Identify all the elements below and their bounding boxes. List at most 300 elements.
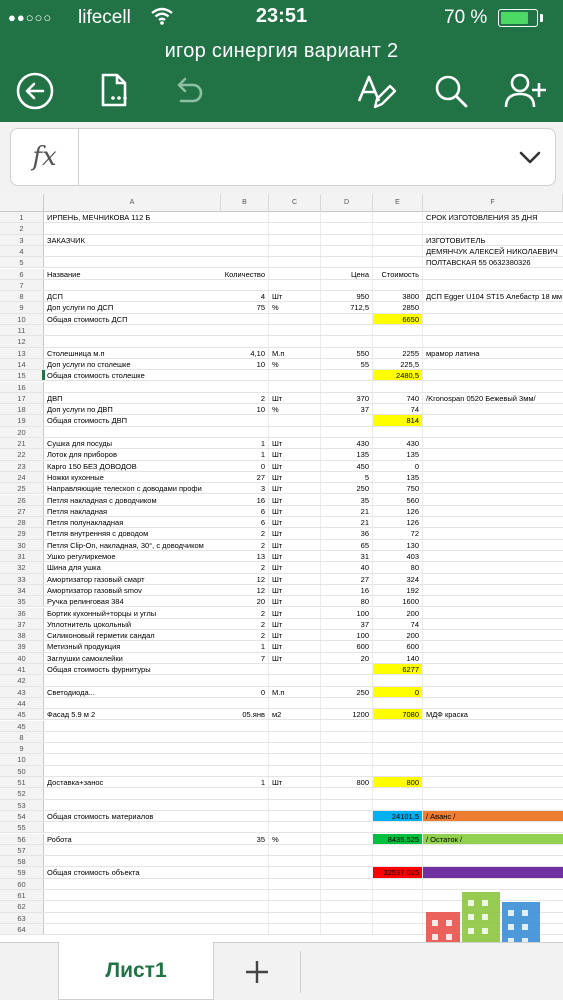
- cell-e[interactable]: 6277: [373, 664, 423, 674]
- row-header[interactable]: 9: [0, 302, 44, 312]
- cell-a[interactable]: Общая стоимость ДВП: [47, 416, 128, 426]
- column-header-a[interactable]: A: [44, 194, 221, 212]
- cell-e[interactable]: 200: [373, 608, 423, 618]
- cell-c[interactable]: [269, 223, 321, 233]
- row-header[interactable]: 37: [0, 619, 44, 629]
- cell-b[interactable]: 2: [221, 562, 269, 572]
- cell-a[interactable]: Ножки кухонные: [47, 472, 104, 482]
- cell-a[interactable]: Силиконовый герметик сандал: [47, 631, 155, 641]
- cell-a[interactable]: Петля полунакладная: [47, 518, 124, 528]
- row-header[interactable]: 26: [0, 495, 44, 505]
- cell-a[interactable]: Амортизатор газовый смарт: [47, 574, 145, 584]
- cell-a[interactable]: Лоток для приборов: [47, 450, 117, 460]
- cell-e[interactable]: 192: [373, 585, 423, 595]
- row-header[interactable]: 60: [0, 879, 44, 889]
- cell-a[interactable]: Заглушки самоклейки: [47, 653, 123, 663]
- cell-b[interactable]: 1: [221, 449, 269, 459]
- cell-e[interactable]: 740: [373, 393, 423, 403]
- cell-e[interactable]: [373, 924, 423, 934]
- cell-f[interactable]: [423, 551, 563, 561]
- document-title[interactable]: игор синергия вариант 2: [164, 40, 399, 62]
- cell-f[interactable]: [423, 856, 563, 866]
- cell-c[interactable]: [269, 800, 321, 810]
- cell-b[interactable]: [221, 822, 269, 832]
- cell-b[interactable]: 27: [221, 472, 269, 482]
- cell-d[interactable]: 712,5: [321, 302, 373, 312]
- row-header[interactable]: 15: [0, 370, 44, 380]
- cell-f[interactable]: [423, 596, 563, 606]
- cell-e[interactable]: [373, 336, 423, 346]
- cell-b[interactable]: [221, 879, 269, 889]
- row-header[interactable]: 32: [0, 562, 44, 572]
- cell-b[interactable]: 2: [221, 528, 269, 538]
- cell-b[interactable]: [221, 732, 269, 742]
- cell-c[interactable]: [269, 675, 321, 685]
- cell-b[interactable]: 7: [221, 653, 269, 663]
- cell-d[interactable]: 21: [321, 517, 373, 527]
- cell-b[interactable]: [221, 913, 269, 923]
- cell-c[interactable]: [269, 788, 321, 798]
- cell-e[interactable]: 72: [373, 528, 423, 538]
- expand-formula-button[interactable]: [513, 143, 547, 171]
- column-header-b[interactable]: B: [221, 194, 269, 212]
- cell-c[interactable]: Шт: [269, 461, 321, 471]
- row-header[interactable]: 23: [0, 461, 44, 471]
- cell-c[interactable]: [269, 890, 321, 900]
- row-header[interactable]: 44: [0, 698, 44, 708]
- cell-c[interactable]: [269, 664, 321, 674]
- cell-b[interactable]: 10: [221, 404, 269, 414]
- cell-d[interactable]: 550: [321, 348, 373, 358]
- cell-b[interactable]: [221, 212, 269, 222]
- cell-d[interactable]: 16: [321, 585, 373, 595]
- row-header[interactable]: 10: [0, 314, 44, 324]
- cell-d[interactable]: [321, 664, 373, 674]
- cell-b[interactable]: [221, 246, 269, 256]
- cell-a[interactable]: Метизный продукция: [47, 642, 121, 652]
- cell-d[interactable]: [321, 246, 373, 256]
- cell-d[interactable]: 800: [321, 777, 373, 787]
- cell-a[interactable]: [44, 732, 221, 742]
- cell-e[interactable]: [373, 235, 423, 245]
- cell-b[interactable]: 35: [221, 834, 269, 844]
- row-header[interactable]: 25: [0, 483, 44, 493]
- cell-a[interactable]: ДВП: [47, 393, 63, 403]
- cell-e[interactable]: [373, 890, 423, 900]
- cell-d[interactable]: [321, 212, 373, 222]
- cell-c[interactable]: [269, 698, 321, 708]
- fx-button[interactable]: fx: [11, 129, 79, 185]
- cell-b[interactable]: [221, 698, 269, 708]
- cell-d[interactable]: [321, 336, 373, 346]
- cell-b[interactable]: [221, 788, 269, 798]
- cell-b[interactable]: 2: [221, 608, 269, 618]
- select-all-corner[interactable]: [0, 194, 44, 212]
- row-header[interactable]: 9: [0, 743, 44, 753]
- cell-a[interactable]: [44, 856, 221, 866]
- cell-a[interactable]: [44, 743, 221, 753]
- cell-d[interactable]: 370: [321, 393, 373, 403]
- cell-b[interactable]: [221, 427, 269, 437]
- cell-c[interactable]: [269, 246, 321, 256]
- cell-c[interactable]: %: [269, 302, 321, 312]
- cell-a[interactable]: Общая стоимость фурнитуры: [47, 665, 151, 674]
- cell-b[interactable]: [221, 370, 269, 380]
- row-header[interactable]: 50: [0, 766, 44, 776]
- formula-input[interactable]: [81, 129, 501, 185]
- cell-c[interactable]: Шт: [269, 551, 321, 561]
- cell-c[interactable]: [269, 845, 321, 855]
- cell-c[interactable]: [269, 743, 321, 753]
- cell-c[interactable]: [269, 811, 321, 821]
- cell-f[interactable]: [423, 427, 563, 437]
- cell-d[interactable]: [321, 235, 373, 245]
- cell-f[interactable]: [423, 540, 563, 550]
- cell-d[interactable]: 100: [321, 608, 373, 618]
- cell-e[interactable]: 800: [373, 777, 423, 787]
- cell-e[interactable]: [373, 879, 423, 889]
- cell-c[interactable]: %: [269, 834, 321, 844]
- cell-a[interactable]: Доп услуги по ДСП: [47, 303, 114, 313]
- cell-f[interactable]: [423, 822, 563, 832]
- cell-f[interactable]: [423, 325, 563, 335]
- cell-f[interactable]: [423, 845, 563, 855]
- cell-d[interactable]: 21: [321, 506, 373, 516]
- cell-f[interactable]: ДСП Egger U104 ST15 Алебастр 18 мм: [426, 292, 563, 302]
- cell-e[interactable]: [373, 901, 423, 911]
- cell-b[interactable]: [221, 924, 269, 934]
- row-header[interactable]: 21: [0, 438, 44, 448]
- cell-f[interactable]: [423, 608, 563, 618]
- cell-f[interactable]: [423, 743, 563, 753]
- cell-e[interactable]: 600: [373, 641, 423, 651]
- cell-f[interactable]: [423, 495, 563, 505]
- cell-c[interactable]: Шт: [269, 517, 321, 527]
- cell-c[interactable]: Шт: [269, 528, 321, 538]
- cell-f[interactable]: [423, 687, 563, 697]
- row-header[interactable]: 4: [0, 246, 44, 256]
- cell-e[interactable]: 2255: [373, 348, 423, 358]
- undo-button[interactable]: [162, 66, 212, 116]
- cell-b[interactable]: 10: [221, 359, 269, 369]
- row-header[interactable]: 1: [0, 212, 44, 222]
- cell-b[interactable]: 4: [221, 291, 269, 301]
- row-header[interactable]: 7: [0, 280, 44, 290]
- cell-a[interactable]: [44, 698, 221, 708]
- cell-d[interactable]: 430: [321, 438, 373, 448]
- cell-b[interactable]: 2: [221, 619, 269, 629]
- row-header[interactable]: 54: [0, 811, 44, 821]
- cell-a[interactable]: [44, 246, 221, 256]
- cell-b[interactable]: [221, 721, 269, 731]
- cell-d[interactable]: [321, 879, 373, 889]
- cell-f[interactable]: [423, 754, 563, 764]
- cell-f[interactable]: [423, 269, 563, 279]
- cell-e[interactable]: 430: [373, 438, 423, 448]
- cell-e[interactable]: [373, 822, 423, 832]
- cell-e[interactable]: 2480,5: [373, 370, 423, 380]
- row-header[interactable]: 52: [0, 788, 44, 798]
- cell-f[interactable]: ДЕМЯНЧУК АЛЕКСЕЙ НИКОЛАЕВИЧ: [426, 246, 558, 256]
- sheet-tab-active[interactable]: Лист1: [58, 942, 214, 1000]
- column-header-c[interactable]: C: [269, 194, 321, 212]
- cell-a[interactable]: Ушко регулиркемое: [47, 552, 116, 561]
- cell-a[interactable]: Доп услуги по столешке: [47, 359, 131, 369]
- cell-e[interactable]: 74: [373, 619, 423, 629]
- cell-b[interactable]: [221, 766, 269, 776]
- cell-f[interactable]: [423, 777, 563, 787]
- row-header[interactable]: 55: [0, 822, 44, 832]
- row-header[interactable]: 35: [0, 596, 44, 606]
- cell-c[interactable]: [269, 879, 321, 889]
- cell-f[interactable]: [423, 574, 563, 584]
- cell-d[interactable]: [321, 721, 373, 731]
- cell-c[interactable]: Шт: [269, 291, 321, 301]
- cell-a[interactable]: Название: [47, 269, 81, 279]
- cell-f[interactable]: [423, 562, 563, 572]
- cell-a[interactable]: [44, 822, 221, 832]
- cell-d[interactable]: [321, 834, 373, 844]
- cell-e[interactable]: [373, 788, 423, 798]
- row-header[interactable]: 42: [0, 675, 44, 685]
- cell-f[interactable]: [423, 438, 563, 448]
- cell-c[interactable]: [269, 856, 321, 866]
- cell-c[interactable]: [269, 257, 321, 267]
- cell-e[interactable]: [373, 223, 423, 233]
- cell-a[interactable]: Фасад 5.9 м 2: [47, 710, 96, 720]
- cell-b[interactable]: 6: [221, 517, 269, 527]
- cell-d[interactable]: Цена: [321, 269, 373, 279]
- cell-e[interactable]: [373, 246, 423, 256]
- cell-a[interactable]: [44, 325, 221, 335]
- row-header[interactable]: 63: [0, 913, 44, 923]
- cell-f[interactable]: [423, 370, 563, 380]
- cell-d[interactable]: 1200: [321, 709, 373, 719]
- cell-c[interactable]: Шт: [269, 630, 321, 640]
- cell-d[interactable]: [321, 370, 373, 380]
- cell-e[interactable]: [373, 280, 423, 290]
- row-header[interactable]: 59: [0, 867, 44, 877]
- cell-e[interactable]: 200: [373, 630, 423, 640]
- row-header[interactable]: 31: [0, 551, 44, 561]
- cell-b[interactable]: [221, 754, 269, 764]
- cell-a[interactable]: Светодиода...: [47, 687, 95, 697]
- cell-f[interactable]: [423, 483, 563, 493]
- cell-d[interactable]: [321, 257, 373, 267]
- cell-f[interactable]: [423, 619, 563, 629]
- cell-b[interactable]: [221, 675, 269, 685]
- cell-c[interactable]: Шт: [269, 495, 321, 505]
- cell-e[interactable]: 3800: [373, 291, 423, 301]
- cell-f[interactable]: [423, 302, 563, 312]
- row-header[interactable]: 29: [0, 528, 44, 538]
- cell-f[interactable]: [423, 359, 563, 369]
- cell-c[interactable]: [269, 370, 321, 380]
- row-header[interactable]: 61: [0, 890, 44, 900]
- cell-a[interactable]: ИРПЕНЬ, МЕЧНИКОВА 112 Б: [47, 213, 151, 222]
- cell-d[interactable]: 55: [321, 359, 373, 369]
- cell-a[interactable]: [44, 223, 221, 233]
- cell-d[interactable]: 250: [321, 483, 373, 493]
- cell-c[interactable]: [269, 415, 321, 425]
- cell-f[interactable]: /Kronospan 0520 Бежевый 3мм/: [426, 393, 536, 403]
- cell-c[interactable]: [269, 754, 321, 764]
- row-header[interactable]: 16: [0, 382, 44, 392]
- cell-c[interactable]: [269, 427, 321, 437]
- cell-e[interactable]: 7080: [373, 709, 423, 719]
- cell-c[interactable]: Шт: [269, 449, 321, 459]
- cell-a[interactable]: [44, 766, 221, 776]
- cell-c[interactable]: [269, 212, 321, 222]
- row-header[interactable]: 20: [0, 427, 44, 437]
- cell-a[interactable]: ДСП: [47, 292, 63, 302]
- cell-f[interactable]: [423, 788, 563, 798]
- cell-f[interactable]: [423, 800, 563, 810]
- cell-d[interactable]: [321, 845, 373, 855]
- cell-a[interactable]: Амортизатор газовый smov: [47, 585, 142, 595]
- row-header[interactable]: 33: [0, 574, 44, 584]
- cell-b[interactable]: 2: [221, 630, 269, 640]
- cell-d[interactable]: [321, 822, 373, 832]
- cell-d[interactable]: [321, 811, 373, 821]
- cell-e[interactable]: 80: [373, 562, 423, 572]
- cell-f[interactable]: / Аванс /: [423, 811, 563, 821]
- cell-b[interactable]: [221, 235, 269, 245]
- cell-f[interactable]: СРОК ИЗГОТОВЛЕНИЯ 35 ДНЯ: [426, 213, 538, 222]
- cell-c[interactable]: [269, 867, 321, 877]
- cell-e[interactable]: 8435,525: [373, 834, 423, 844]
- cell-b[interactable]: [221, 856, 269, 866]
- cell-a[interactable]: Столешница м.п: [47, 348, 105, 358]
- row-header[interactable]: 62: [0, 901, 44, 911]
- cell-a[interactable]: Петля внутренняя с доводом: [47, 529, 149, 539]
- cell-a[interactable]: [44, 901, 221, 911]
- cell-d[interactable]: 37: [321, 404, 373, 414]
- cell-c[interactable]: Шт: [269, 472, 321, 482]
- cell-d[interactable]: [321, 415, 373, 425]
- cell-a[interactable]: [44, 913, 221, 923]
- row-header[interactable]: 58: [0, 856, 44, 866]
- row-header[interactable]: 22: [0, 449, 44, 459]
- cell-e[interactable]: 32537,025: [373, 867, 423, 877]
- cell-f[interactable]: [423, 664, 563, 674]
- row-header[interactable]: 6: [0, 269, 44, 279]
- cell-c[interactable]: [269, 732, 321, 742]
- cell-f[interactable]: [423, 641, 563, 651]
- cell-e[interactable]: [373, 675, 423, 685]
- cell-f[interactable]: [423, 404, 563, 414]
- cell-f[interactable]: [423, 528, 563, 538]
- spreadsheet-grid[interactable]: [0, 194, 563, 942]
- cell-a[interactable]: [44, 382, 221, 392]
- cell-c[interactable]: Шт: [269, 506, 321, 516]
- row-header[interactable]: 17: [0, 393, 44, 403]
- cell-c[interactable]: Шт: [269, 653, 321, 663]
- cell-e[interactable]: [373, 698, 423, 708]
- cell-d[interactable]: 40: [321, 562, 373, 572]
- cell-b[interactable]: [221, 811, 269, 821]
- row-header[interactable]: 5: [0, 257, 44, 267]
- row-header[interactable]: 64: [0, 924, 44, 934]
- cell-f[interactable]: ПОЛТАВСКАЯ 55 0632380326: [426, 258, 531, 268]
- cell-e[interactable]: Стоимость: [373, 269, 423, 279]
- row-header[interactable]: 53: [0, 800, 44, 810]
- cell-e[interactable]: 0: [373, 687, 423, 697]
- format-button[interactable]: [350, 66, 400, 116]
- cell-f[interactable]: [423, 585, 563, 595]
- cell-c[interactable]: Шт: [269, 393, 321, 403]
- cell-f[interactable]: [423, 449, 563, 459]
- cell-b[interactable]: [221, 845, 269, 855]
- row-header[interactable]: 56: [0, 834, 44, 844]
- cell-f[interactable]: [423, 506, 563, 516]
- cell-d[interactable]: [321, 924, 373, 934]
- cell-a[interactable]: [44, 890, 221, 900]
- row-header[interactable]: 51: [0, 777, 44, 787]
- cell-e[interactable]: [373, 800, 423, 810]
- cell-d[interactable]: [321, 223, 373, 233]
- cell-d[interactable]: [321, 743, 373, 753]
- cell-d[interactable]: 65: [321, 540, 373, 550]
- cell-d[interactable]: 36: [321, 528, 373, 538]
- cell-a[interactable]: [44, 845, 221, 855]
- cell-b[interactable]: 1: [221, 641, 269, 651]
- cell-c[interactable]: Шт: [269, 540, 321, 550]
- cell-c[interactable]: м2: [269, 709, 321, 719]
- cell-c[interactable]: Шт: [269, 562, 321, 572]
- cell-a[interactable]: Сушка для посуды: [47, 439, 113, 448]
- cell-b[interactable]: [221, 223, 269, 233]
- row-header[interactable]: 14: [0, 359, 44, 369]
- cell-c[interactable]: %: [269, 359, 321, 369]
- cell-a[interactable]: [44, 879, 221, 889]
- cell-d[interactable]: 31: [321, 551, 373, 561]
- cell-f[interactable]: [423, 766, 563, 776]
- cell-f[interactable]: [423, 653, 563, 663]
- cell-e[interactable]: [373, 732, 423, 742]
- cell-a[interactable]: [44, 924, 221, 934]
- cell-b[interactable]: 1: [221, 438, 269, 448]
- cell-d[interactable]: [321, 788, 373, 798]
- cell-c[interactable]: М.п: [269, 687, 321, 697]
- file-menu-button[interactable]: [88, 66, 138, 116]
- cell-e[interactable]: 750: [373, 483, 423, 493]
- cell-a[interactable]: Петля накладная: [47, 506, 108, 516]
- cell-d[interactable]: 27: [321, 574, 373, 584]
- row-header[interactable]: 13: [0, 348, 44, 358]
- cell-b[interactable]: [221, 800, 269, 810]
- cell-e[interactable]: [373, 325, 423, 335]
- back-button[interactable]: [10, 66, 60, 116]
- cell-f[interactable]: [423, 415, 563, 425]
- cell-c[interactable]: [269, 269, 321, 279]
- cell-e[interactable]: [373, 427, 423, 437]
- cell-d[interactable]: [321, 382, 373, 392]
- cell-f[interactable]: [423, 382, 563, 392]
- cell-a[interactable]: Направляющие телескоп с доводами профи: [47, 484, 202, 494]
- cell-d[interactable]: [321, 901, 373, 911]
- row-header[interactable]: 30: [0, 540, 44, 550]
- cell-b[interactable]: 2: [221, 393, 269, 403]
- cell-f[interactable]: ИЗГОТОВИТЕЛЬ: [426, 235, 486, 245]
- cell-b[interactable]: [221, 664, 269, 674]
- cell-e[interactable]: 560: [373, 495, 423, 505]
- cell-c[interactable]: Шт: [269, 619, 321, 629]
- cell-e[interactable]: [373, 212, 423, 222]
- row-header[interactable]: 3: [0, 235, 44, 245]
- cell-a[interactable]: [44, 336, 221, 346]
- cell-c[interactable]: [269, 901, 321, 911]
